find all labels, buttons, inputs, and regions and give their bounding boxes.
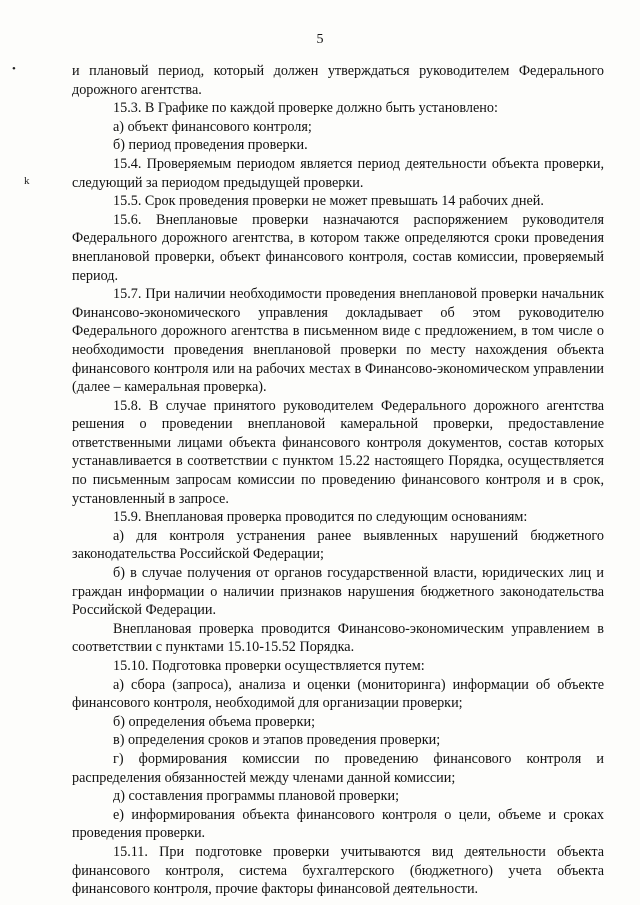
paragraph: Внеплановая проверка проводится Финансово-экономическим управлением в соответствии с пунктами 15.10-15.52 Порядка. [72,620,604,656]
paragraph: г) формирования комиссии по проведению финансового контроля и распределения обязанностей между членами данной комиссии; [72,750,604,786]
paragraph: 15.9. Внеплановая проверка проводится по следующим основаниям: [113,509,528,526]
paragraph: е) информирования объекта финансового контроля о цели, объеме и сроках проведения проверки. [72,806,604,842]
paragraph: а) для контроля устранения ранее выявленных нарушений бюджетного законодательства Российской Федерации; [72,527,604,563]
margin-mark: k [24,175,30,187]
paragraph: 15.11. При подготовке проверки учитываются вид деятельности объекта финансового контроля, система бухгалтерского (бюджетного) учета объекта финансового контроля, прочие факторы финансовой деятельности. [72,843,604,898]
paragraph: 15.5. Срок проведения проверки не может превышать 14 рабочих дней. [113,193,544,210]
page-number: 5 [316,32,324,47]
paragraph: 15.8. В случае принятого руководителем Федерального дорожного агентства решения о проведении внеплановой камеральной проверки, предоставление ответственными лицами объекта финансового контроля документов, состав которых устанавливается в соответствии с пунктом 15.22 настоящего Порядка, осуществляется по письменным запросам комиссии по проведению финансового контроля и в срок, установленный в запросе. [72,397,604,507]
paragraph: б) определения объема проверки; [113,713,316,730]
paragraph: б) период проведения проверки. [113,137,308,154]
paragraph: 15.3. В Графике по каждой проверке должно быть установлено: [113,100,498,117]
paragraph: б) в случае получения от органов государственной власти, юридических лиц и граждан информации о наличии признаков нарушения бюджетного законодательства Российской Федерации. [72,565,604,619]
margin-mark: • [12,63,16,75]
document-body [72,62,604,899]
paragraph: 15.6. Внеплановые проверки назначаются распоряжением руководителя Федерального дорожного агентства, в котором также определяются сроки проведения внеплановой проверки, объект финансового контроля, состав комиссии, проверяемый период. [72,211,604,284]
paragraph: и плановый период, который должен утверждаться руководителем Федерального дорожного агентства. [72,63,604,98]
paragraph: 15.10. Подготовка проверки осуществляется путем: [113,658,425,674]
paragraph: 15.7. При наличии необходимости проведения внеплановой проверки начальник Финансово-экономического управления докладывает об этом руководителю Федерального дорожного агентства в письменном виде с предложением, в том числе о необходимости проведения внеплановой проверки по месту нахождения объекта финансового контроля или на рабочих местах в Финансово-экономическом управлении (далее – камеральная проверка). [72,286,604,396]
paragraph: 15.4. Проверяемым периодом является период деятельности объекта проверки, следующий за периодом предыдущей проверки. [72,155,604,191]
paragraph: д) составления программы плановой проверки; [113,788,400,805]
paragraph: в) определения сроков и этапов проведения проверки; [113,732,441,749]
paragraph: а) объект финансового контроля; [113,118,312,135]
paragraph: а) сбора (запроса), анализа и оценки (мониторинга) информации об объекте финансового контроля, необходимой для организации проверки; [72,676,604,712]
